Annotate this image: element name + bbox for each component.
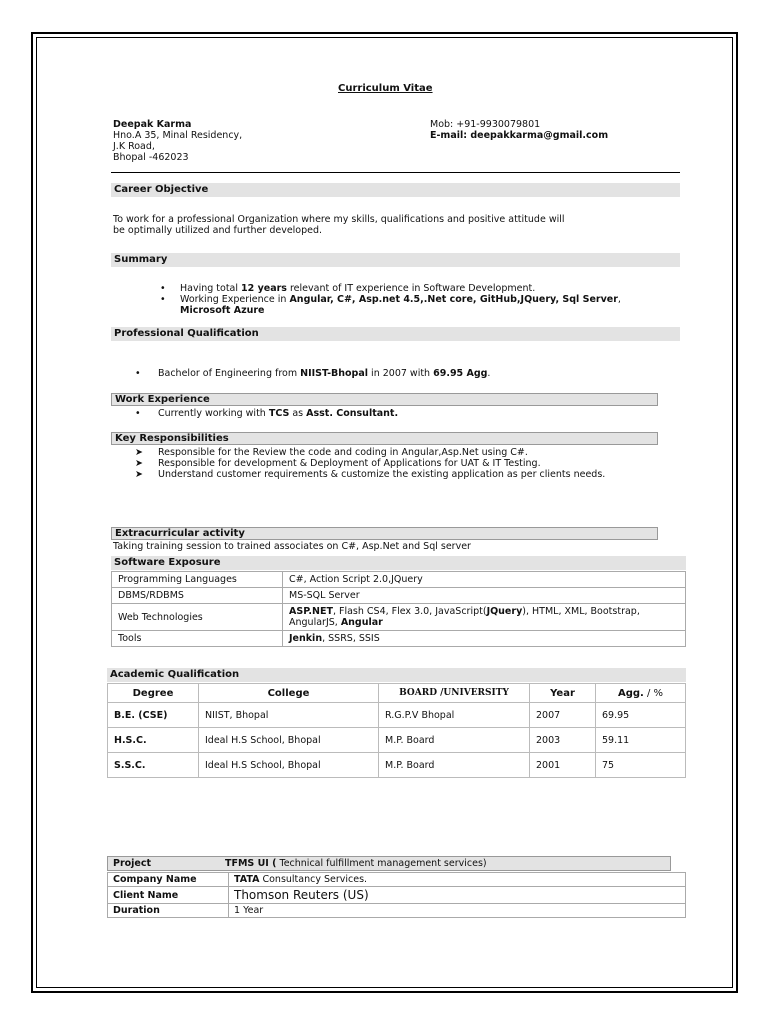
career-objective-heading: Career Objective (111, 183, 680, 197)
table-row (108, 904, 686, 918)
year-cell: 2003 (530, 728, 596, 753)
list-item: ➤ Responsible for development & Deployment of Applications for UAT & IT Testing. (135, 458, 541, 469)
project-details-table (107, 872, 686, 918)
list-item: ➤ Responsible for the Review the code and coding in Angular,Asp.Net using C#. (135, 447, 528, 458)
candidate-name: Deepak Karma (113, 119, 192, 130)
objective-line: be optimally utilized and further developed. (113, 225, 323, 236)
academic-qualification-heading: Academic Qualification (107, 668, 686, 682)
board-cell: R.G.P.V Bhopal (379, 703, 530, 728)
project-heading-row (107, 856, 671, 871)
agg-cell: 69.95 (596, 703, 686, 728)
skill-value: ASP.NET, Flash CS4, Flex 3.0, JavaScript(JQuery), HTML, XML, Bootstrap, AngularJS, Angular (283, 604, 686, 631)
extracurricular-text: Taking training session to trained associates on C#, Asp.Net and Sql server (113, 541, 471, 552)
software-exposure-heading: Software Exposure (111, 556, 686, 570)
skill-label: DBMS/RDBMS (112, 588, 283, 604)
project-name: TFMS UI ( Technical fulfillment management services) (225, 858, 487, 869)
agg-cell: 59.11 (596, 728, 686, 753)
list-item: • Bachelor of Engineering from NIIST-Bhopal in 2007 with 69.95 Agg. (135, 368, 491, 379)
academic-table (107, 683, 686, 778)
project-label: Project (113, 858, 152, 869)
mobile-number: Mob: +91-9930079801 (430, 119, 541, 130)
skill-value: C#, Action Script 2.0,JQuery (283, 572, 686, 588)
agg-cell: 75 (596, 753, 686, 778)
career-objective-text (113, 214, 565, 236)
college-cell: Ideal H.S School, Bhopal (199, 753, 379, 778)
email-address: E-mail: deepakkarma@gmail.com (430, 130, 609, 141)
list-item: ➤ Understand customer requirements & customize the existing application as per clients needs. (135, 469, 606, 480)
header-divider (111, 172, 680, 173)
address-line: Bhopal -462023 (113, 152, 189, 163)
year-cell: 2001 (530, 753, 596, 778)
skill-label: Tools (112, 631, 283, 647)
contact-right (430, 119, 608, 141)
table-row (108, 753, 686, 778)
degree-cell: B.E. (CSE) (108, 703, 199, 728)
year-cell: 2007 (530, 703, 596, 728)
degree-cell: H.S.C. (108, 728, 199, 753)
table-row (112, 572, 686, 588)
objective-line: To work for a professional Organization where my skills, qualifications and positive attitude will (113, 214, 565, 225)
column-header: College (199, 684, 379, 703)
detail-value: 1 Year (229, 904, 686, 918)
skill-label: Programming Languages (112, 572, 283, 588)
table-row (112, 631, 686, 647)
column-header: Degree (108, 684, 199, 703)
detail-label: Client Name (108, 887, 229, 904)
skill-label: Web Technologies (112, 604, 283, 631)
work-experience-heading: Work Experience (111, 393, 658, 406)
page-title: Curriculum Vitae (338, 83, 433, 94)
detail-value: Thomson Reuters (US) (229, 887, 686, 904)
table-row (112, 588, 686, 604)
detail-value: TATA Consultancy Services. (229, 873, 686, 887)
detail-label: Duration (108, 904, 229, 918)
column-header: BOARD /UNIVERSITY (379, 684, 530, 703)
skill-value: MS-SQL Server (283, 588, 686, 604)
college-cell: Ideal H.S School, Bhopal (199, 728, 379, 753)
table-row (108, 728, 686, 753)
extracurricular-heading: Extracurricular activity (111, 527, 658, 540)
detail-label: Company Name (108, 873, 229, 887)
table-row (108, 873, 686, 887)
summary-heading: Summary (111, 253, 680, 267)
page-inner-border (36, 37, 733, 988)
address-line: Hno.A 35, Minal Residency, (113, 130, 243, 141)
list-item: • Currently working with TCS as Asst. Consultant. (135, 408, 399, 419)
software-exposure-table (111, 571, 686, 647)
college-cell: NIIST, Bhopal (199, 703, 379, 728)
board-cell: M.P. Board (379, 728, 530, 753)
table-header-row (108, 684, 686, 703)
summary-list (160, 283, 680, 316)
table-row (108, 703, 686, 728)
skill-value: Jenkin, SSRS, SSIS (283, 631, 686, 647)
table-row (112, 604, 686, 631)
column-header: Year (530, 684, 596, 703)
board-cell: M.P. Board (379, 753, 530, 778)
column-header: Agg. / % (596, 684, 686, 703)
list-item: • Working Experience in Angular, C#, Asp.net 4.5,.Net core, GitHub,JQuery, Sql Server, Microsoft Azure (160, 294, 621, 316)
address-line: J.K Road, (113, 141, 155, 152)
degree-cell: S.S.C. (108, 753, 199, 778)
professional-qualification-heading: Professional Qualification (111, 327, 680, 341)
list-item: • Having total 12 years relevant of IT experience in Software Development. (160, 283, 536, 294)
responsibilities-list (135, 447, 605, 480)
key-responsibilities-heading: Key Responsibilities (111, 432, 658, 445)
table-row (108, 887, 686, 904)
contact-block (113, 119, 242, 163)
